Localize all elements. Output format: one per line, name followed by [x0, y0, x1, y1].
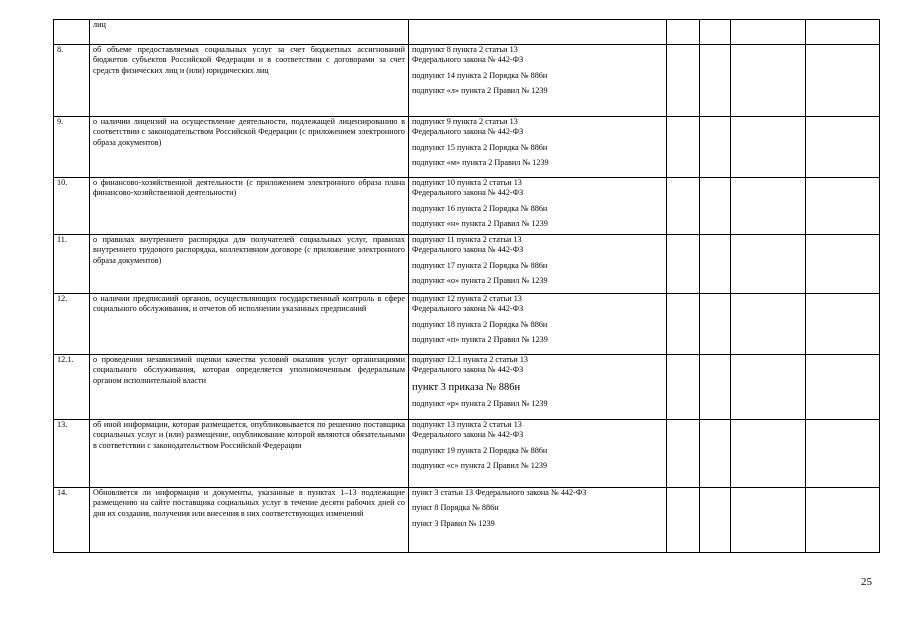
row-number: 12. [54, 294, 90, 355]
ref-line: пункт 3 статьи 13 Федерального закона № 442-ФЗ [412, 488, 587, 497]
note-cell [806, 420, 880, 488]
ref-line: подпункт 17 пункта 2 Порядка № 886н [412, 260, 548, 270]
note-cell [806, 488, 880, 553]
answer-na-cell [731, 235, 806, 294]
answer-yes-cell [667, 20, 700, 45]
ref-line: Федерального закона № 442-ФЗ [412, 430, 524, 440]
note-cell [806, 355, 880, 420]
table-row-8 [54, 45, 880, 117]
row-number: 9. [54, 117, 90, 178]
ref-line: подпункт 15 пункта 2 Порядка № 886н [412, 142, 548, 152]
note-cell [806, 235, 880, 294]
ref-line: подпункт 13 пункта 2 статьи 13 [412, 420, 522, 429]
checklist-table [53, 19, 880, 553]
answer-yes-cell [667, 117, 700, 178]
ref-line: Федерального закона № 442-ФЗ [412, 304, 524, 314]
table-row-10 [54, 178, 880, 235]
ref-line: подпункт «л» пункта 2 Правил № 1239 [412, 86, 548, 96]
ref-line: подпункт «м» пункта 2 Правил № 1239 [412, 158, 549, 168]
ref-line: подпункт 19 пункта 2 Порядка № 886н [412, 445, 548, 455]
answer-no-cell [700, 45, 731, 117]
ref-line: подпункт 10 пункта 2 статьи 13 [412, 178, 522, 187]
page-number: 25 [861, 576, 872, 588]
ref-line: подпункт 11 пункта 2 статьи 13 [412, 235, 522, 244]
ref-line: подпункт «с» пункта 2 Правил № 1239 [412, 461, 548, 471]
answer-na-cell [731, 420, 806, 488]
answer-yes-cell [667, 235, 700, 294]
ref-line: Федерального закона № 442-ФЗ [412, 188, 524, 198]
table-row-11 [54, 235, 880, 294]
table-row-continuation [54, 20, 880, 45]
answer-yes-cell [667, 178, 700, 235]
ref-cell [409, 355, 667, 420]
ref-line: пункт 3 приказа № 886н [412, 381, 521, 393]
row-number: 11. [54, 235, 90, 294]
answer-na-cell [731, 117, 806, 178]
table-row-12 [54, 294, 880, 355]
ref-line: пункт 3 Правил № 1239 [412, 518, 495, 528]
ref-line: Федерального закона № 442-ФЗ [412, 127, 524, 137]
ref-line: подпункт 8 пункта 2 статьи 13 [412, 45, 518, 54]
desc-cell: о наличии лицензий на осуществление деятельности, подлежащей лицензированию в соответствии с законодательством Российской Федерации (с приложением электронного образа документов) [90, 117, 409, 178]
answer-yes-cell [667, 420, 700, 488]
note-cell [806, 20, 880, 45]
row-number: 13. [54, 420, 90, 488]
answer-na-cell [731, 488, 806, 553]
answer-no-cell [700, 294, 731, 355]
answer-na-cell [731, 20, 806, 45]
ref-line: подпункт «п» пункта 2 Правил № 1239 [412, 335, 548, 345]
desc-cell: о финансово-хозяйственной деятельности (с приложением электронного образа плана финансово-хозяйственной деятельности) [90, 178, 409, 235]
answer-no-cell [700, 117, 731, 178]
answer-na-cell [731, 178, 806, 235]
ref-cell [409, 45, 667, 117]
desc-cell: о наличии предписаний органов, осуществляющих государственный контроль в сфере социального обслуживания, и отчетов об исполнении указанных предписаний [90, 294, 409, 355]
ref-line: подпункт 16 пункта 2 Порядка № 886н [412, 203, 548, 213]
ref-line: Федерального закона № 442-ФЗ [412, 365, 524, 375]
answer-no-cell [700, 235, 731, 294]
answer-na-cell [731, 355, 806, 420]
table-row-13 [54, 420, 880, 488]
ref-line: подпункт 9 пункта 2 статьи 13 [412, 117, 518, 126]
answer-yes-cell [667, 355, 700, 420]
ref-line: подпункт 12.1 пункта 2 статьи 13 [412, 355, 529, 364]
note-cell [806, 45, 880, 117]
table-row-9 [54, 117, 880, 178]
ref-line: подпункт 14 пункта 2 Порядка № 886н [412, 70, 548, 80]
note-cell [806, 117, 880, 178]
ref-cell [409, 117, 667, 178]
desc-cell: Обновляется ли информация и документы, указанные в пунктах 1–13 подлежащие размещению на сайте поставщика социальных услуг в течение десяти рабочих дней со дня их создания, получения или внесения в них соответствующих изменений [90, 488, 409, 553]
answer-no-cell [700, 20, 731, 45]
answer-yes-cell [667, 488, 700, 553]
note-cell [806, 294, 880, 355]
table-row-12-1 [54, 355, 880, 420]
desc-cell: об иной информации, которая размещается, опубликовывается по решению поставщика социальных услуг и (или) размещение, опубликование которой являются обязательными в соответствии с законодательством Российской Федерации [90, 420, 409, 488]
ref-cell [409, 294, 667, 355]
desc-cell: о проведении независимой оценки качества условий оказания услуг организациями социального обслуживания, которая определяется уполномоченным федеральным органом исполнительной власти [90, 355, 409, 420]
desc-cell: лиц [90, 20, 409, 45]
ref-cell [409, 488, 667, 553]
answer-yes-cell [667, 294, 700, 355]
note-cell [806, 178, 880, 235]
ref-line: Федерального закона № 442-ФЗ [412, 55, 524, 65]
ref-cell [409, 420, 667, 488]
answer-no-cell [700, 178, 731, 235]
row-number: 10. [54, 178, 90, 235]
ref-line: подпункт 18 пункта 2 Порядка № 886н [412, 319, 548, 329]
ref-cell [409, 178, 667, 235]
ref-line: Федерального закона № 442-ФЗ [412, 245, 524, 255]
answer-yes-cell [667, 45, 700, 117]
answer-na-cell [731, 294, 806, 355]
answer-no-cell [700, 355, 731, 420]
answer-no-cell [700, 420, 731, 488]
ref-line: подпункт «р» пункта 2 Правил № 1239 [412, 398, 548, 408]
desc-cell: о правилах внутреннего распорядка для получателей социальных услуг, правилах внутреннего трудового распорядка, коллективном договоре (с приложение электронного образа документов) [90, 235, 409, 294]
answer-na-cell [731, 45, 806, 117]
row-number: 12.1. [54, 355, 90, 420]
ref-line: подпункт «о» пункта 2 Правил № 1239 [412, 276, 548, 286]
ref-cell [409, 235, 667, 294]
ref-line: подпункт 12 пункта 2 статьи 13 [412, 294, 522, 303]
ref-line: пункт 8 Порядка № 886н [412, 503, 499, 513]
row-number: 14. [54, 488, 90, 553]
row-number: 8. [54, 45, 90, 117]
desc-cell: об объеме предоставляемых социальных услуг за счет бюджетных ассигнований бюджетов субъектов Российской Федерации и в соответствии с договорами за счет средств физических лиц и (или) юридических лиц [90, 45, 409, 117]
answer-no-cell [700, 488, 731, 553]
ref-line: подпункт «н» пункта 2 Правил № 1239 [412, 219, 548, 229]
table-row-14 [54, 488, 880, 553]
